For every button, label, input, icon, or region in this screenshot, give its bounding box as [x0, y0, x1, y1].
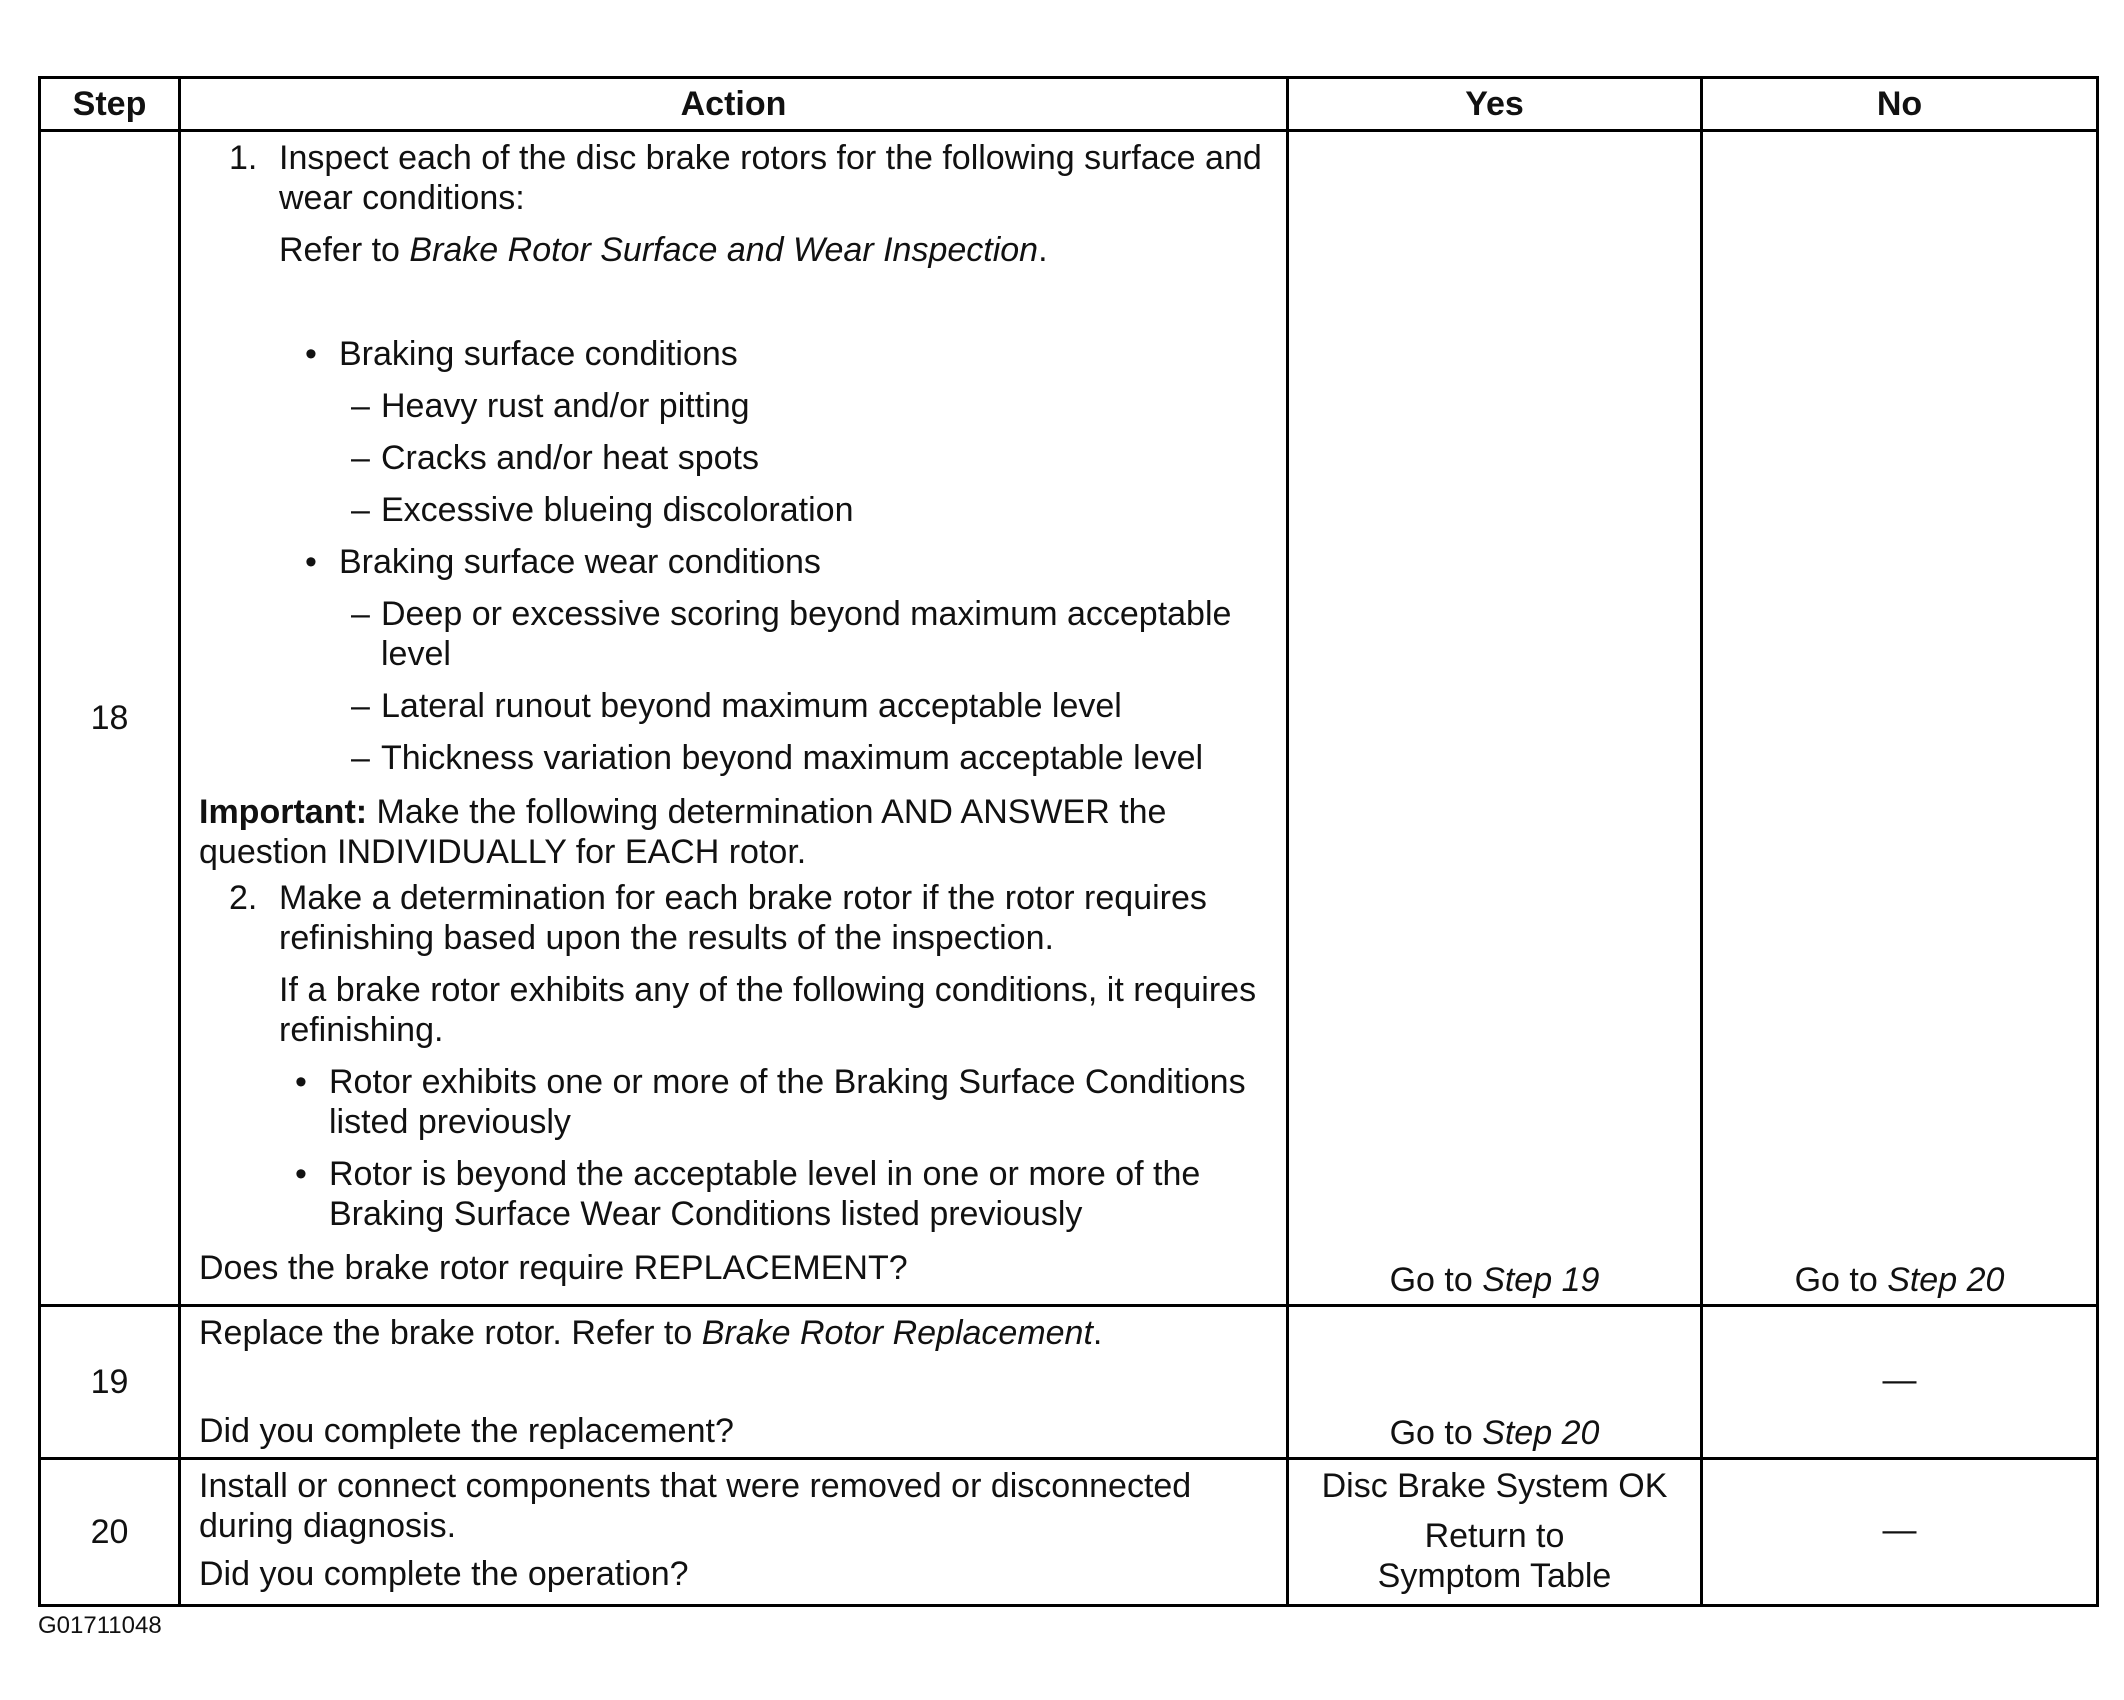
no-cell	[1702, 131, 2098, 1306]
dash-item: – Lateral runout beyond maximum acceptable level	[351, 686, 1278, 726]
question: Does the brake rotor require REPLACEMENT?	[199, 1249, 908, 1287]
bullet-icon: •	[295, 1155, 307, 1193]
bullet-text: Braking surface conditions	[339, 335, 738, 373]
bullet-item	[295, 1062, 1278, 1142]
table-row	[40, 1459, 2098, 1606]
important-label: Important:	[199, 793, 368, 831]
diagnostic-table	[38, 76, 2099, 1607]
header-action: Action	[180, 78, 1288, 131]
reference-link[interactable]: Brake Rotor Surface and Wear Inspection	[409, 231, 1039, 269]
action-text	[199, 1313, 1278, 1353]
numbered-item	[229, 878, 1278, 1234]
step-number: 20	[40, 1459, 180, 1606]
item-number: 1.	[229, 139, 258, 177]
dash-item: – Cracks and/or heat spots	[351, 438, 1278, 478]
item-text: Inspect each of the disc brake rotors for the following surface and wear conditions:	[279, 139, 1262, 217]
dash-item: – Excessive blueing discoloration	[351, 490, 1278, 530]
action-suffix: .	[1092, 1314, 1103, 1352]
header-row	[40, 78, 2098, 131]
bullet-item	[295, 1154, 1278, 1234]
no-prefix: Go to	[1794, 1261, 1888, 1299]
bullet-text: Rotor is beyond the acceptable level in one or more of the Braking Surface Wear Conditions listed previously	[329, 1155, 1201, 1233]
no-value: —	[1882, 1511, 1917, 1549]
bullet-icon: •	[305, 543, 317, 581]
step-number: 19	[40, 1306, 180, 1459]
action-cell	[180, 1306, 1288, 1459]
yes-result: Disc Brake System OK	[1321, 1467, 1668, 1505]
question: Did you complete the operation?	[199, 1555, 689, 1593]
yes-step-link[interactable]: Step 19	[1482, 1261, 1600, 1299]
yes-cell	[1288, 131, 1702, 1306]
dash-item: – Deep or excessive scoring beyond maximum acceptable level	[351, 594, 1278, 674]
dash-item: – Thickness variation beyond maximum acceptable level	[351, 738, 1278, 778]
action-cell	[180, 1459, 1288, 1606]
important-text: Make the following determination AND ANSWER the question INDIVIDUALLY for EACH rotor.	[199, 793, 1167, 871]
reference	[279, 230, 1278, 270]
yes-step-link[interactable]: Step 20	[1482, 1414, 1600, 1452]
dash-text: Cracks and/or heat spots	[381, 439, 759, 477]
figure-code: G01711048	[38, 1612, 162, 1639]
action-prefix: Replace the brake rotor. Refer to	[199, 1314, 702, 1352]
header-no: No	[1702, 78, 2098, 131]
no-cell	[1702, 1459, 2098, 1606]
no-cell	[1702, 1306, 2098, 1459]
numbered-item	[229, 138, 1278, 778]
item-text: Make a determination for each brake rotor if the rotor requires refinishing based upon the results of the inspection.	[279, 879, 1207, 957]
dash-text: Excessive blueing discoloration	[381, 491, 854, 529]
dash-item: – Heavy rust and/or pitting	[351, 386, 1278, 426]
no-value: —	[1882, 1361, 1917, 1399]
dash-text: Lateral runout beyond maximum acceptable level	[381, 687, 1122, 725]
bullet-item	[305, 542, 1278, 582]
reference-suffix: .	[1038, 231, 1048, 269]
dash-text: Thickness variation beyond maximum acceptable level	[381, 739, 1204, 777]
header-yes: Yes	[1288, 78, 1702, 131]
important-note	[199, 792, 1278, 872]
table-row	[40, 1306, 2098, 1459]
dash-text: Deep or excessive scoring beyond maximum acceptable level	[381, 595, 1232, 673]
bullet-text: Rotor exhibits one or more of the Braking Surface Conditions listed previously	[329, 1063, 1246, 1141]
reference-link[interactable]: Brake Rotor Replacement	[701, 1314, 1093, 1352]
action-cell	[180, 131, 1288, 1306]
no-step-link[interactable]: Step 20	[1887, 1261, 2005, 1299]
bullet-item	[305, 334, 1278, 374]
yes-return: Return to Symptom Table	[1377, 1517, 1612, 1595]
reference-prefix: Refer to	[279, 231, 410, 269]
yes-prefix: Go to	[1389, 1261, 1483, 1299]
yes-cell	[1288, 1459, 1702, 1606]
question: Did you complete the replacement?	[199, 1412, 734, 1450]
bullet-text: Braking surface wear conditions	[339, 543, 821, 581]
step-number: 18	[40, 131, 180, 1306]
yes-prefix: Go to	[1389, 1414, 1483, 1452]
bullet-icon: •	[305, 335, 317, 373]
item-subtext: If a brake rotor exhibits any of the following conditions, it requires refinishing.	[279, 971, 1257, 1049]
header-step: Step	[40, 78, 180, 131]
action-text: Install or connect components that were removed or disconnected during diagnosis.	[199, 1467, 1192, 1545]
item-number: 2.	[229, 879, 258, 917]
yes-cell	[1288, 1306, 1702, 1459]
dash-text: Heavy rust and/or pitting	[381, 387, 750, 425]
table-row	[40, 131, 2098, 1306]
bullet-icon: •	[295, 1063, 307, 1101]
